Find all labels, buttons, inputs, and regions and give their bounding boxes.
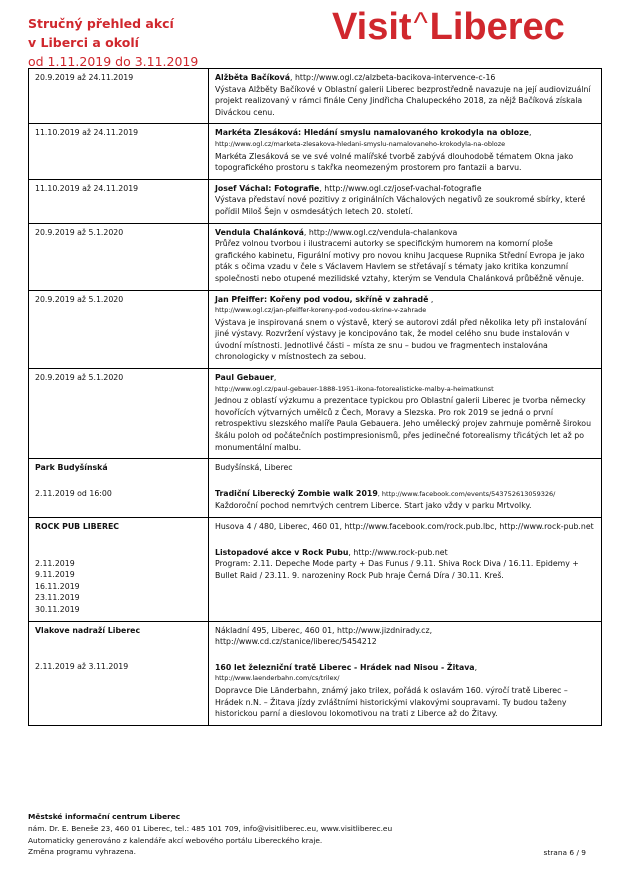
event-date: 20.9.2019 až 5.1.2020 — [29, 223, 209, 290]
event-cell — [209, 459, 602, 518]
event-url[interactable]: , http://www.rock-pub.net — [348, 547, 448, 557]
venue-address: Husova 4 / 480, Liberec, 460 01, http://www.facebook.com/rock.pub.lbc, http://www.rock-pub.net — [215, 522, 594, 531]
footer-note: Automaticky generováno z kalendáře akcí webového portálu Libereckého kraje. — [28, 835, 323, 845]
event-name: 160 let železniční tratě Liberec - Hrádek nad Nisou - Žitava — [215, 662, 475, 672]
event-description: Výstava Alžběty Bačíkové v Oblastní galerii Liberec bezprostředně navazuje na její audiovizuální projekt realizovaný v rámci finále Ceny Jindřicha Chalupeckého 2018, za nějž Bačíková získala Diváckou cenu. — [215, 84, 591, 117]
table-row — [29, 69, 602, 124]
footer-contact: nám. Dr. E. Beneše 23, 460 01 Liberec, tel.: 485 101 709, info@visitliberec.eu, www.visitliberec.eu — [28, 823, 393, 833]
logo-text-liberec: Liberec — [429, 6, 565, 48]
venue-name: ROCK PUB LIBEREC — [35, 522, 120, 531]
event-url[interactable]: , http://www.ogl.cz/josef-vachal-fotografie — [319, 183, 482, 193]
event-name: Paul Gebauer — [215, 373, 274, 383]
footer-disclaimer: Změna programu vyhrazena. — [28, 847, 136, 857]
event-date: 16.11.2019 — [35, 581, 80, 591]
event-description: Markéta Zlesáková se ve své volné malířské tvorbě zabývá dlouhodobě tématem Okna jako topografického prostoru s takřka neomezeným prostorem pro fantazii a barvu. — [215, 151, 574, 173]
event-date: 20.9.2019 až 5.1.2020 — [29, 290, 209, 369]
page-number: strana 6 / 9 — [543, 848, 586, 857]
event-date: 11.10.2019 až 24.11.2019 — [29, 124, 209, 179]
event-cell — [209, 223, 602, 290]
event-cell — [209, 518, 602, 622]
table-row — [29, 459, 602, 518]
event-name: Listopadové akce v Rock Pubu — [215, 547, 349, 557]
page-footer — [28, 811, 602, 858]
event-description: Jednou z oblastí výzkumu a prezentace typickou pro Oblastní galerii Liberec je tvorba německy hovořících výtvarných umělců z Čech, Moravy a Slezska. Pro rok 2019 se jedná o první retrospektivu slezského malíře Paula Gebauera. Jeho umělecký projev zahrnuje poměrně širokou škálu poloh od počátečních postimpresionismů, přes jedinečné fotorealismy třicátých let až po monumentální malbu. — [215, 396, 592, 452]
table-row — [29, 518, 602, 622]
venue-address: Budyšínská, Liberec — [215, 463, 293, 473]
event-description: Dopravce Die Länderbahn, známý jako trilex, pořádá k oslavám 160. výročí tratě Liberec – Hrádek n.N. – Žitava jízdy zvláštními historickými vlakovými soupravami. Ty budou taženy historickou parní a dieslovou lokomotivou na trati z Liberce až do Žitavy. — [215, 685, 568, 719]
event-name: Markéta Zlesáková: Hledání smyslu namalovaného krokodyla na obloze — [215, 128, 529, 138]
venue-cell — [29, 621, 209, 725]
title-date-range: od 1.11.2019 do 3.11.2019 — [28, 54, 199, 69]
event-date: 2.11.2019 od 16:00 — [35, 488, 112, 498]
venue-address: Nákladní 495, Liberec, 460 01, http://www.jizdnirady.cz, http://www.cd.cz/stanice/liberec/5454212 — [215, 625, 433, 647]
event-description: Průřez volnou tvorbou i ilustracemi autorky se specifickým humorem na komorní ploše grafického kabinetu, Figurální motivy pro novou knihu Jacquese Rupnika Střední Evropa je jako pták s očima vzadu v čele s Václavem Havlem se střetávají s tématy jako kritika konzumní společnosti nebo otupené mezilidské vztahy, kterým se Vendula Chalánková průběžně věnuje. — [215, 239, 585, 283]
table-row — [29, 179, 602, 223]
event-url[interactable]: http://www.ogl.cz/marketa-zlesakova-hledani-smyslu-namalovaneho-krokodyla-na-obloze — [215, 139, 506, 148]
table-row — [29, 290, 602, 369]
event-name: Alžběta Bačíková — [215, 73, 290, 82]
event-description: Program: 2.11. Depeche Mode party + Das Funus / 9.11. Shiva Rock Diva / 16.11. Epidemy + Bullet Raid / 23.11. 9. narozeniny Rock Pub hraje Černá Díra / 30.11. Kreš. — [215, 559, 579, 580]
event-url[interactable]: http://www.laenderbahn.com/cs/trilex/ — [215, 674, 340, 683]
events-table — [28, 68, 602, 726]
venue-cell — [29, 459, 209, 518]
event-name: Vendula Chalánková — [215, 227, 304, 237]
event-cell: Markéta Zlesáková: Hledání smyslu namalovaného krokodyla na obloze, http://www.ogl.cz/marketa-zlesakova-hledani-smyslu-namalovaneho-krokodyla-na-obloze Markéta Zlesáková se ve své volné malířské tvorbě zabývá dlouhodobě tématem Okna jako topografického prostoru s takřka neomezeným prostorem pro fantazii a barvu. — [209, 124, 602, 179]
event-date: 23.11.2019 — [35, 593, 80, 603]
event-name: Jan Pfeiffer: Kořeny pod vodou, skříně v zahradě — [215, 294, 429, 304]
event-url[interactable]: , http://www.ogl.cz/vendula-chalankova — [303, 227, 458, 237]
event-date: 11.10.2019 až 24.11.2019 — [29, 179, 209, 223]
event-cell: Paul Gebauer, http://www.ogl.cz/paul-gebauer-1888-1951-ikona-fotorealisticke-malby-a-heimatkunst Jednou z oblastí výzkumu a prezentace typickou pro Oblastní galerii Liberec je tvorba německy hovořících výtvarných umělců z Čech, Moravy a Slezska. Pro rok 2019 se jedná o první retrospektivu slezského malíře Paula Gebauera. Jeho umělecký projev zahrnuje poměrně širokou škálu poloh od počátečních postimpresionismů, přes jedinečné fotorealismy třicátých let až po monumentální malbu. — [209, 369, 602, 459]
event-date: 30.11.2019 — [35, 604, 80, 614]
table-row — [29, 223, 602, 290]
table-row — [29, 369, 602, 459]
title-line-2: v Liberci a okolí — [28, 35, 139, 50]
event-date: 20.9.2019 až 5.1.2020 — [29, 369, 209, 459]
venue-cell — [29, 518, 209, 622]
footer-organization: Městské informační centrum Liberec — [28, 812, 181, 821]
venue-name: Vlakove nadraží Liberec — [35, 625, 141, 635]
table-row — [29, 124, 602, 179]
event-description: Výstava je inspirovaná snem o výstavě, který se autorovi zdál před několika lety při instalování jiné výstavy. Rozvržení výstavy je koncipováno tak, že model celého snu bude instalován v úvodní místnosti. Jednotlivé části – místa ze snu – budou ve fragmentech instalována chronologicky v místnostech za sebou. — [215, 317, 587, 362]
venue-name: Park Budyšínská — [35, 463, 108, 473]
event-url[interactable]: , http://www.facebook.com/events/543752613059326/ — [377, 489, 556, 498]
event-date: 2.11.2019 — [35, 558, 75, 568]
event-description: Každoroční pochod nemrtvých centrem Liberce. Start jako vždy v parku Mrtvolky. — [215, 501, 532, 511]
event-cell — [209, 179, 602, 223]
event-url[interactable]: , http://www.ogl.cz/alzbeta-bacikova-intervence-c-16 — [290, 73, 496, 82]
table-row — [29, 621, 602, 725]
event-date: 2.11.2019 až 3.11.2019 — [35, 662, 129, 672]
event-name: Tradiční Liberecký Zombie walk 2019 — [215, 488, 378, 498]
document-title — [28, 14, 278, 71]
visit-liberec-logo — [332, 6, 565, 49]
event-url[interactable]: http://www.ogl.cz/paul-gebauer-1888-1951-ikona-fotorealisticke-malby-a-heimatkunst — [215, 384, 494, 393]
event-date: 9.11.2019 — [35, 570, 75, 580]
event-cell: Nákladní 495, Liberec, 460 01, http://www.jizdnirady.cz, http://www.cd.cz/stanice/liberec/5454212 160 let železniční tratě Liberec - Hrádek nad Nisou - Žitava, http://www.laenderbahn.com/cs/trilex/ Dopravce Die Länderbahn, známý jako trilex, pořádá k oslavám 160. výročí tratě Liberec – Hrádek n.N. – Žitava jízdy zvláštními historickými vlakovými soupravami. Ty budou taženy historickou parní a dieslovou lokomotivou na trati z Liberce až do Žitavy. — [209, 621, 602, 725]
event-name: Josef Váchal: Fotografie — [215, 183, 320, 193]
event-description: Výstava představí nové pozitivy z originálních Váchalových negativů ze soukromé sbírky, které pořídil Miloš Šejn v osmdesátých letech 20. století. — [215, 195, 586, 216]
event-url[interactable]: http://www.ogl.cz/jan-pfeiffer-koreny-pod-vodou-skrine-v-zahrade — [215, 306, 427, 315]
event-cell: Jan Pfeiffer: Kořeny pod vodou, skříně v zahradě , http://www.ogl.cz/jan-pfeiffer-koreny-pod-vodou-skrine-v-zahrade Výstava je inspirovaná snem o výstavě, který se autorovi zdál před několika lety při instalování jiné výstavy. Rozvržení výstavy je koncipováno tak, že model celého snu bude instalován v úvodní místnosti. Jednotlivé části – místa ze snu – budou ve fragmentech instalována chronologicky v místnostech za sebou. — [209, 290, 602, 369]
event-cell — [209, 69, 602, 124]
title-line-1: Stručný přehled akcí — [28, 16, 174, 31]
event-date: 20.9.2019 až 24.11.2019 — [29, 69, 209, 124]
logo-caret: ^ — [413, 7, 428, 40]
logo-text-visit: Visit — [332, 6, 412, 48]
